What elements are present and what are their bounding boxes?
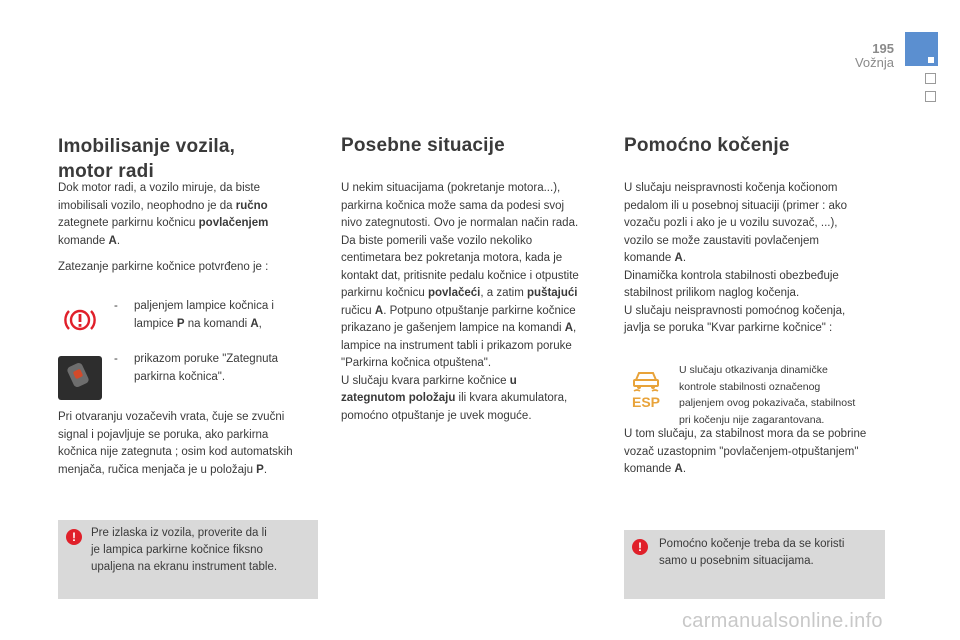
special-situations-text: U nekim situacijama (pokretanje motora...), parkirna kočnica može sama da podesi svoj nivo zategnutosti. Ovo je normalan način rada. Da biste pomerili vaše vozilo nekoliko centimetara bez pokretanja motora, kada je kontakt dat, pritisnite pedalu kočnice i otpustite parkirnu kočnicu povlačeći, a zatim puštajući ručicu A. Potpuno otpuštanje parkirne kočnice prikazano je gašenjem lampice na komandi A, lampice na instrument tabli i prikazom poruke "Parkirna kočnica otpuštena". U slučaju kvara parkirne kočnice u zategnutom položaju ili kvara akumulatora, pomoćno otpuštanje je uvek moguće.: [341, 182, 579, 422]
confirm-text: Zatezanje parkirne kočnice potvrđeno je :: [58, 261, 269, 273]
page-number: 195: [872, 41, 894, 56]
note-emergency-text: Pomoćno kočenje treba da se koristi samo u posebnim situacijama.: [659, 538, 845, 567]
chapter-tab-3[interactable]: [925, 91, 936, 102]
brake-warning-icon: [64, 305, 96, 335]
esp-warning-icon: [628, 366, 664, 410]
svg-text:ESP: ESP: [631, 394, 661, 410]
tab-dot: [928, 57, 934, 63]
section-title-emergency-braking: Pomoćno kočenje: [624, 135, 790, 156]
door-open-text: Pri otvaranju vozačevih vrata, čuje se zvučni signal i pojavljuje se poruka, ako parkirna kočnica nije zategnuta ; osim kod automatskih menjača, ručica menjača je u položaju P.: [58, 411, 293, 476]
watermark: carmanualsonline.info: [682, 610, 883, 632]
parking-brake-lever-image: [58, 356, 102, 400]
note-box-emergency: [624, 530, 885, 599]
note-box-exit: [58, 520, 318, 599]
warning-icon: !: [66, 529, 82, 545]
note-exit-text: Pre izlaska iz vozila, proverite da li je lampica parkirne kočnice fiksno upaljena na ekranu instrument table.: [91, 527, 278, 573]
immobilising-intro: Dok motor radi, a vozilo miruje, da biste imobilisali vozilo, neophodno je da ručno zategnete parkirnu kočnicu povlačenjem komande A.: [58, 182, 269, 247]
bullet-lamp: - paljenjem lampice kočnica i lampice P na komandi A,: [114, 300, 274, 330]
section-title-immobilising: Imobilisanje vozila, motor radi: [58, 136, 236, 182]
chapter-title: Vožnja: [854, 55, 894, 70]
chapter-tab-active[interactable]: [905, 32, 938, 66]
warning-icon: !: [632, 539, 648, 555]
emergency-braking-text: U slučaju neispravnosti kočenja kočionom pedalom ili u posebnoj situaciji (primer : ako vozaču pozli i ako je u vozilu suvozač, ...), vozilo se može zaustaviti povlačenjem komande A. Dinamička kontrola stabilnosti obezbeđuje stabilnost prilikom naglog kočenja. U slučaju neispravnosti pomoćnog kočenja, javlja se poruka "Kvar parkirne kočnice" :: [624, 182, 848, 334]
section-title-special: Posebne situacije: [341, 135, 505, 156]
bullet-message: - prikazom poruke "Zategnuta parkirna kočnica".: [114, 353, 279, 383]
esp-note-text: U slučaju otkazivanja dinamičke kontrole stabilnosti označenog paljenjem ovog pokazivača, stabilnost pri kočenju nije zagarantovana.: [679, 364, 856, 426]
chapter-tab-2[interactable]: [925, 73, 936, 84]
driver-stability-text: U tom slučaju, za stabilnost mora da se pobrine vozač uzastopnim "povlačenjem-otpuštanjem" komande A.: [624, 428, 867, 475]
